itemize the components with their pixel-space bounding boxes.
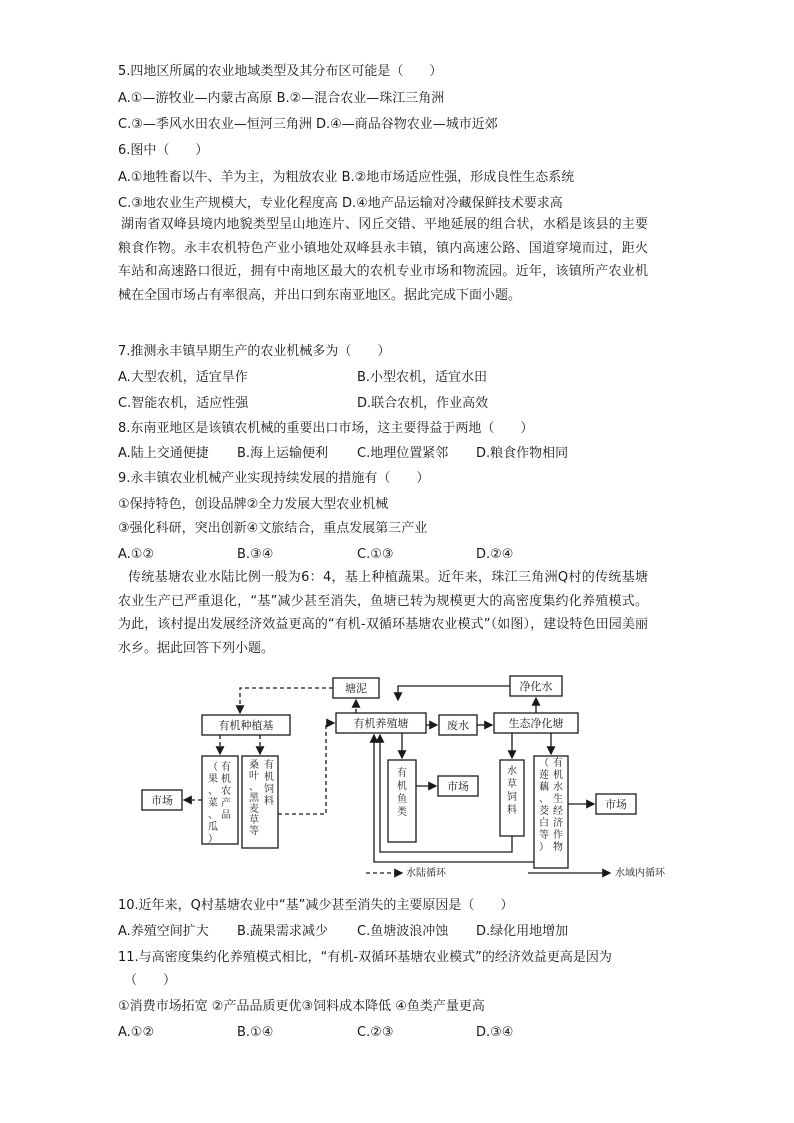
q11-option-c: C.②③ [357,1025,394,1040]
q11-stem-bracket: （ ） [124,973,177,988]
q6-options-cd: C.③地农业生产规模大，专业化程度高 D.④地产品运输对冷藏保鲜技术要求高 [118,196,563,211]
q5-stem: 5.四地区所属的农业地域类型及其分布区可能是（ ） [118,64,443,79]
q8-option-a: A.陆上交通便捷 [118,446,209,461]
jingjizuowu-vertical-label: 有机水生经济作物 [553,758,563,853]
q11-option-b: B.①④ [237,1025,274,1040]
q7-stem: 7.推测永丰镇早期生产的农业机械多为（ ） [118,344,391,359]
nongchanpin-paren-vertical-label: （果、菜、瓜） [208,762,218,845]
q10-option-a: A.养殖空间扩大 [118,924,209,939]
legend-dashed-label: 水陆循环 [406,868,446,879]
tangni-label: 塘泥 [345,682,367,695]
q5-options-cd: C.③—季风水田农业—恒河三角洲 D.④—商品谷物农业—城市近郊 [118,117,498,132]
legend-solid-label: 水域内循环 [615,868,665,879]
q10-stem: 10.近年来，Q村基塘农业中“基”减少甚至消失的主要原因是（ ） [118,898,514,913]
passage-shuangfeng: 湖南省双峰县境内地貌类型呈山地连片、冈丘交错、平地延展的组合状，水稻是该县的主要粮食作物。永丰农机特色产业小镇地处双峰县永丰镇，镇内高速公路、国道穿境而过，距火车站和高速路口很近，拥有中南地区最大的农机专业市场和物流园。近年，该镇所产农业机械在全国市场占有率很高，并出口到东南亚地区。据此完成下面小题。 [118,217,648,303]
vertical-labels [208,756,563,853]
q6-options-ab: A.①地牲畜以牛、羊为主，为粗放农业 B.②地市场适应性强，形成良性生态系统 [118,170,575,185]
q9-option-a: A.①② [118,547,155,562]
q9-option-c: C.①③ [357,547,394,562]
q8-option-b: B.海上运输便利 [237,446,329,461]
q8-option-c: C.地理位置紧邻 [357,446,449,461]
jingjizuowu-paren-vertical-label: （莲藕、茭白等） [539,758,549,853]
market-left-label: 市场 [151,794,173,807]
youjizhongzhiji-label: 有机种植基 [218,719,274,732]
shuicao-vertical-label: 水草饲料 [507,766,517,816]
q9-option-d: D.②④ [476,547,514,562]
q10-option-b: B.蔬果需求减少 [237,924,329,939]
q8-stem: 8.东南亚地区是该镇农机械的重要出口市场，这主要得益于两地（ ） [118,421,534,436]
nongchanpin-vertical-label: 有机农产品 [221,762,231,821]
youjiyangzhitang-label: 有机养殖塘 [353,717,409,730]
q11-option-d: D.③④ [476,1025,514,1040]
shengtaijinghuatang-label: 生态净化塘 [508,717,564,730]
market-right-label: 市场 [605,798,627,811]
q9-items-12: ①保持特色，创设品牌②全力发展大型农业机械 [118,497,389,512]
q9-stem: 9.永丰镇农业机械产业实现持续发展的措施有（ ） [118,471,430,486]
q11-items: ①消费市场拓宽 ②产品品质更优③饲料成本降低 ④鱼类产量更高 [118,999,485,1014]
q9-items-34: ③强化科研，突出创新④文旅结合，重点发展第三产业 [118,521,428,536]
siliao-items-vertical-label: 桑叶、黑麦草等 [249,760,259,837]
q10-option-d: D.绿化用地增加 [476,924,569,939]
q7-option-b: B.小型农机，适宜水田 [357,370,488,385]
q5-options-ab: A.①—游牧业—内蒙古高原 B.②—混合农业—珠江三角洲 [118,91,445,106]
dike-pond-cycle-diagram [130,668,665,888]
q7-option-c: C.智能农机，适应性强 [118,396,249,411]
market-mid-label: 市场 [447,780,469,793]
jinghuashui-label: 净化水 [519,680,553,693]
q10-option-c: C.鱼塘波浪冲蚀 [357,924,449,939]
q7-option-d: D.联合农机，作业高效 [357,396,489,411]
q8-option-d: D.粮食作物相同 [476,446,569,461]
q9-option-b: B.③④ [237,547,274,562]
yulei-vertical-label: 有机鱼类 [397,768,407,818]
q11-option-a: A.①② [118,1025,155,1040]
q11-stem: 11.与高密度集约化养殖模式相比，“有机-双循环基塘农业模式”的经济效益更高是因为 [118,950,612,965]
q6-stem: 6.图中（ ） [118,143,209,158]
siliao-vertical-label: 有机饲料 [264,760,274,807]
feishui-label: 废水 [447,719,469,732]
q7-option-a: A.大型农机，适宜旱作 [118,370,248,385]
passage-dike-pond: 传统基塘农业水陆比例一般为6：4，基上种植蔬果。近年来，珠江三角洲Q村的传统基塘农业生产已严重退化，“基”减少甚至消失，鱼塘已转为规模更大的高密度集约化养殖模式。为此，该村提出发展经济效益更高的“有机-双循环基塘农业模式”（如图），建设特色田园美丽水乡。据此回答下列小题。 [118,570,648,656]
